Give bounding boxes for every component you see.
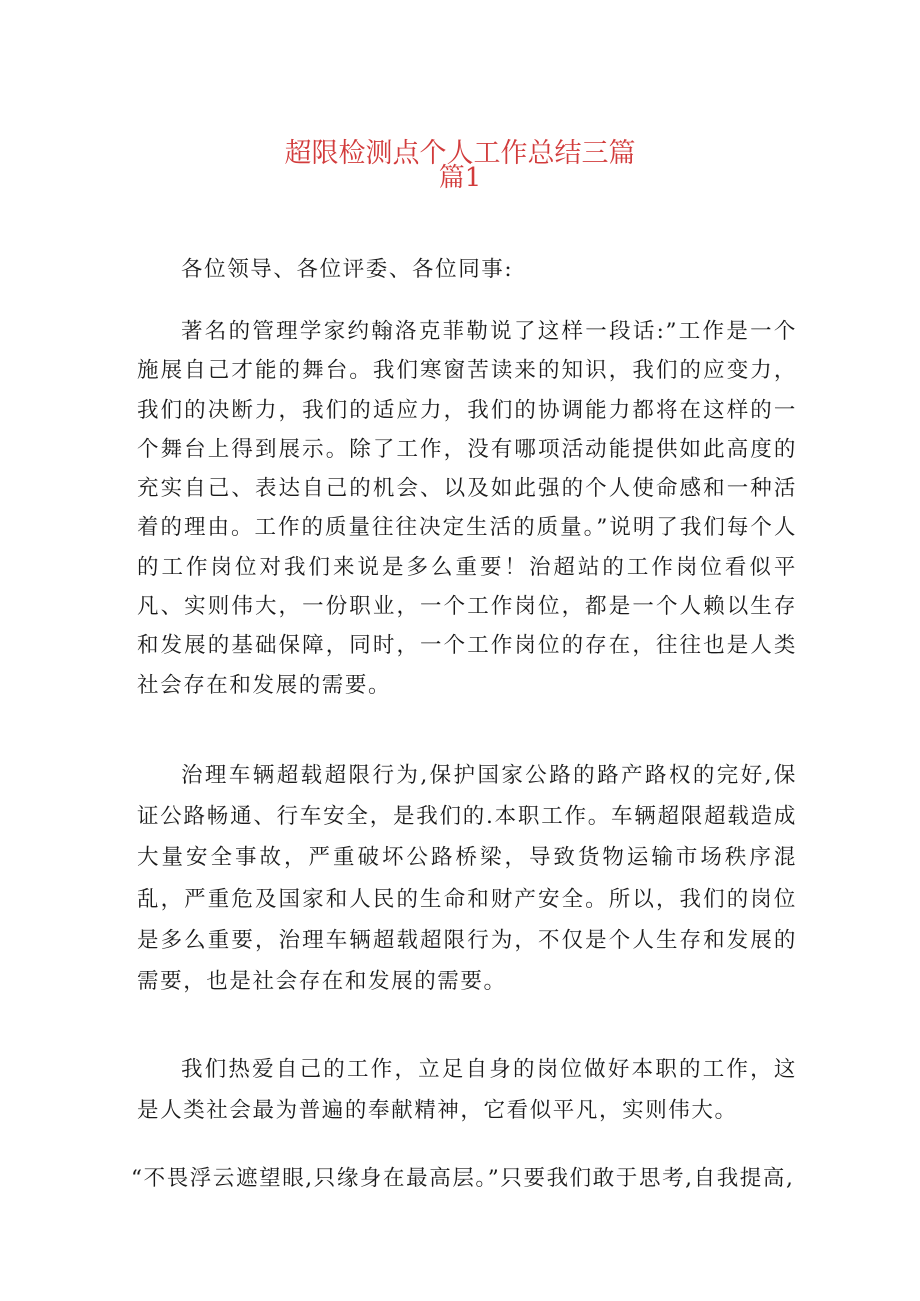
- paragraph-2: 治理车辆超载超限行为,保护国家公路的路产路权的完好,保证公路畅通、行车安全，是我们的.本职工作。车辆超限超载造成大量安全事故，严重破坏公路桥梁，导致货物运输市场秩序混乱，严重危及国家和人民的生命和财产安全。所以，我们的岗位是多么重要，治理车辆超载超限行为，不仅是个人生存和发展的需要，也是社会存在和发展的需要。: [137, 763, 797, 995]
- paragraph-3: 我们热爱自己的工作，立足自身的岗位做好本职的工作，这是人类社会最为普遍的奉献精神，它看似平凡，实则伟大。: [137, 1057, 797, 1123]
- paragraph-1: 著名的管理学家约翰洛克菲勒说了这样一段话:”工作是一个施展自己才能的舞台。我们寒窗苦读来的知识，我们的应变力，我们的决断力，我们的适应力，我们的协调能力都将在这样的一个舞台上得到展示。除了工作，没有哪项活动能提供如此高度的充实自己、表达自己的机会、以及如此强的个人使命感和一种活着的理由。工作的质量往往决定生活的质量。”说明了我们每个人的工作岗位对我们来说是多么重要！治超站的工作岗位看似平凡、实则伟大，一份职业，一个工作岗位，都是一个人赖以生存和发展的基础保障，同时，一个工作岗位的存在，往往也是人类社会存在和发展的需要。: [137, 319, 797, 698]
- greeting-line: 各位领导、各位评委、各位同事:: [181, 257, 514, 282]
- document-title: 超限检测点个人工作总结三篇: [284, 138, 636, 170]
- section-heading: 篇1: [438, 163, 482, 193]
- paragraph-4: “不畏浮云遮望眼,只缘身在最高层。”只要我们敢于思考,自我提高,: [131, 1166, 795, 1191]
